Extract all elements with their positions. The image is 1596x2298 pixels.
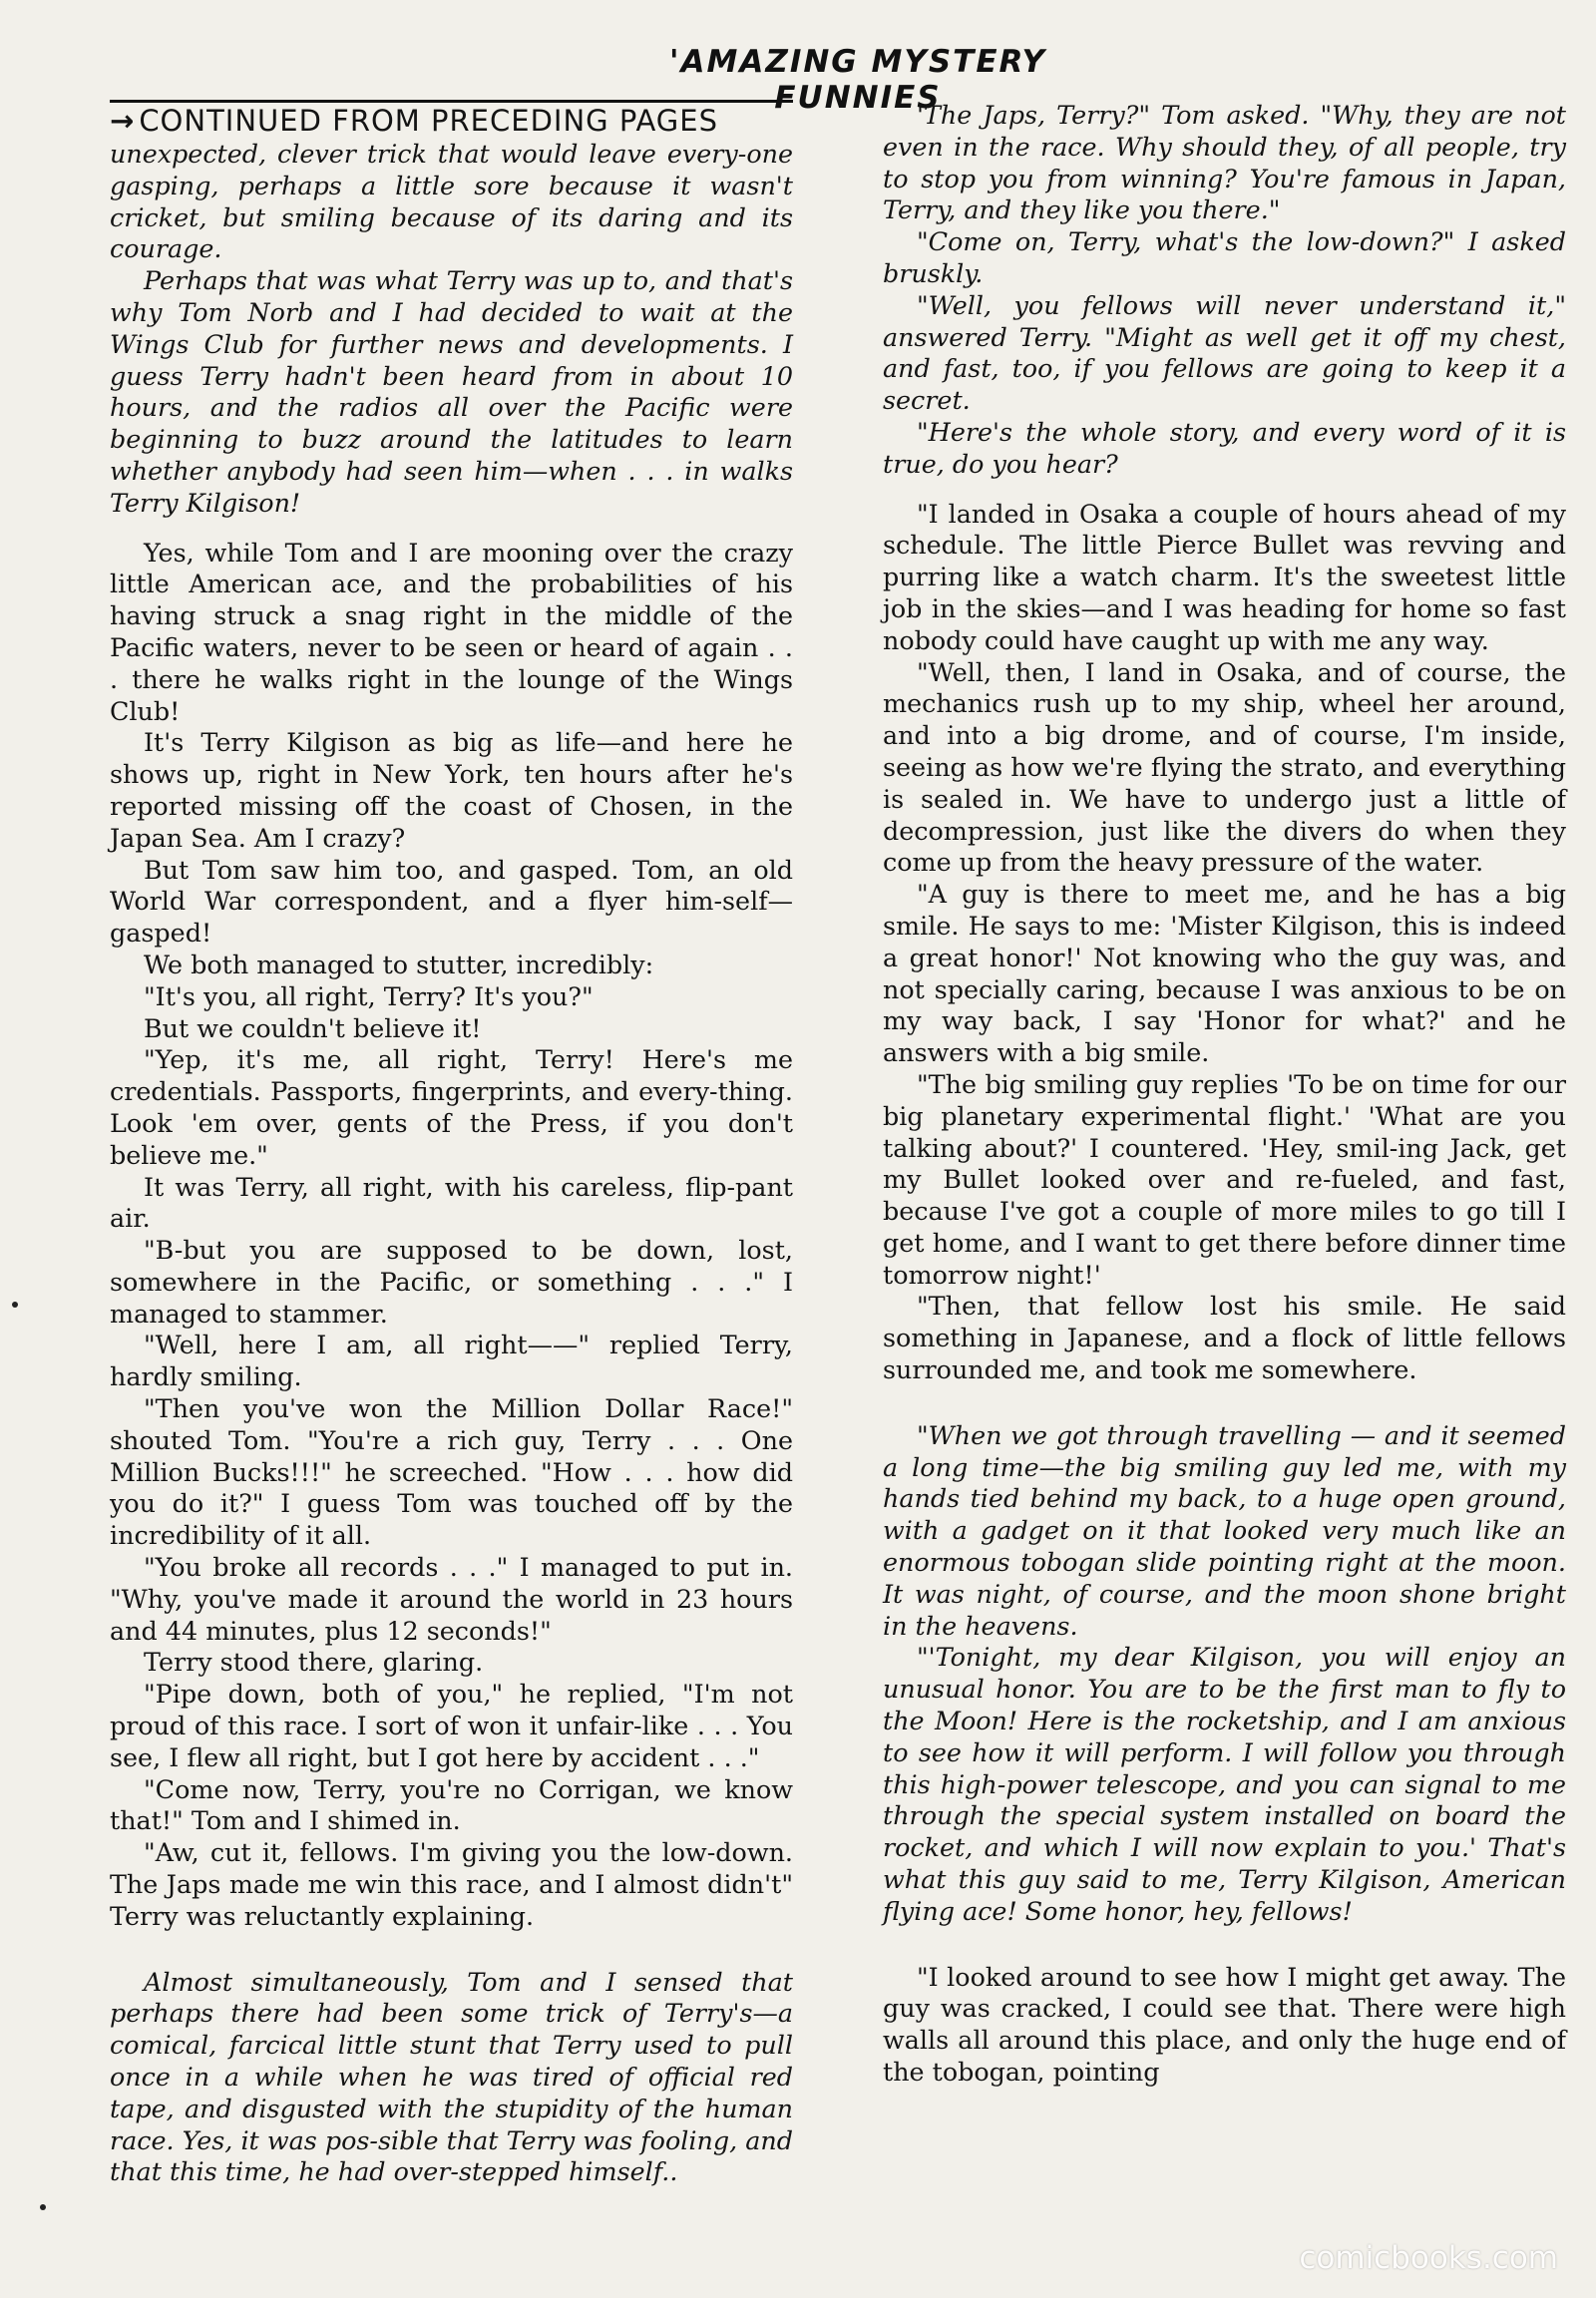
paragraph: "Well, then, I land in Osaka, and of course, the mechanics rush up to my ship, wheel her around, and into a big drome, and of course, I'm inside, seeing as how we're flying the strato, and everything is sealed in. We have to undergo just a little of decompression, just like the divers do when they come up from the heavy pressure of the water. [883,656,1566,878]
paragraph: But we couldn't believe it! [144,1012,482,1043]
paragraph: Almost simultaneously, Tom and I sensed that perhaps there had been some trick of Terry's—a comical, farcical little stunt that Terry used to pull once in a while when he was tired of official red tape, and disgusted with the stupidity of the human race. Yes, it was pos-sible that Terry was fooling, and that this time, he had over-stepped himself.. [110,1966,793,2187]
paragraph: "A guy is there to meet me, and he has a big smile. He says to me: 'Mister Kilgison, this is indeed a great honor!' Not knowing who the guy was, and not specially caring, because I was anxious to be on my way back, I say 'Honor for what?' and he answers with a big smile. [883,879,1566,1068]
paragraph: "Come now, Terry, you're no Corrigan, we know that!" Tom and I shimed in. [110,1773,793,1836]
paragraph: "B-but you are supposed to be down, lost, somewhere in the Pacific, or something . . ." I managed to stammer. [110,1235,793,1329]
paragraph: "Well, here I am, all right——" replied Terry, hardly smiling. [110,1330,793,1392]
paragraph: Yes, while Tom and I are mooning over the crazy little American ace, and the probabilities of his having struck a snag right in the middle of the Pacific waters, never to be seen or heard of again . . . there he walks right in the lounge of the Wings Club! [110,537,793,726]
print-speck [12,1302,18,1308]
paragraph: Terry stood there, glaring. [144,1647,484,1678]
right-arrow-icon: → [110,104,136,138]
paragraph: It's Terry Kilgison as big as life—and here he shows up, right in New York, ten hours after he's reported missing off the coast of Chosen, in the Japan Sea. Am I crazy? [110,727,793,853]
paragraph: "Pipe down, both of you," he replied, "I'm not proud of this race. I sort of won it unfair-like . . . You see, I flew all right, but I got here by accident . . ." [110,1679,793,1772]
paragraph: "Yep, it's me, all right, Terry! Here's me credentials. Passports, fingerprints, and every-thing. Look 'em over, gents of the Press, if you don't believe me." [110,1044,793,1170]
paragraph: "The big smiling guy replies 'To be on time for our big planetary experimental flight.' 'What are you talking about?' I countered. 'Hey, smil-ing Jack, get my Bullet looked over and re-fueled, and fast, because I've got a couple of more miles to go till I get home, and I want to get there before dinner time tomorrow night!' [883,1068,1566,1290]
paragraph: Perhaps that was what Terry was up to, and that's why Tom Norb and I had decided to wait at the Wings Club for further news and developments. I guess Terry hadn't been heard from in about 10 hours, and the radios all over the Pacific were beginning to buzz around the latitudes to learn whether anybody had seen him—when . . . in walks Terry Kilgison! [110,265,793,518]
paragraph: "Then you've won the Million Dollar Race!" shouted Tom. "You're a rich guy, Terry . . . One Million Bucks!!!" he screeched. "How . . . how did you do it?" I guess Tom was touched off by the incredibility of it all. [110,1393,793,1551]
continued-banner [110,100,793,137]
left-text-column [110,100,793,2188]
paragraph: We both managed to stutter, incredibly: [144,949,654,979]
paragraph: But Tom saw him too, and gasped. Tom, an old World War correspondent, and a flyer him-self—gasped! [110,854,793,949]
watermark-text: comicbooks.com [1299,2240,1558,2276]
paragraph: "You broke all records . . ." I managed to put in. "Why, you've made it around the world in 23 hours and 44 minutes, plus 12 seconds!" [110,1552,793,1646]
paragraph: "I landed in Osaka a couple of hours ahead of my schedule. The little Pierce Bullet was revving and purring like a watch charm. It's the sweetest little job in the skies—and I was heading for home so fast nobody could have caught up with me any way. [883,498,1566,655]
paragraph: "Well, you fellows will never understand it," answered Terry. "Might as well get it off my chest, and fast, too, if you fellows are going to keep it a secret. [883,289,1566,416]
continued-label: CONTINUED FROM PRECEDING PAGES [139,104,719,138]
paragraph: "I looked around to see how I might get away. The guy was cracked, I could see that. There were high walls all around this place, and only the huge end of the tobogan, pointing [883,1961,1566,2088]
paragraph: "'Tonight, my dear Kilgison, you will enjoy an unusual honor. You are to be the first man to fly to the Moon! Here is the rocketship, and I am anxious to see how it will perform. I will follow you through this high-power telescope, and you can signal to me through the special system installed on board the rocket, and which I will now explain to you.' That's what this guy said to me, Terry Kilgison, American flying ace! Some honor, hey, fellows! [883,1642,1566,1926]
paragraph: "Aw, cut it, fellows. I'm giving you the low-down. The Japs made me win this race, and I almost didn't" Terry was reluctantly explaining. [110,1837,793,1931]
paragraph: "Come on, Terry, what's the low-down?" I asked bruskly. [883,226,1566,288]
paragraph: "Then, that fellow lost his smile. He said something in Japanese, and a flock of little fellows surrounded me, and took me somewhere. [883,1291,1566,1385]
paragraph: "When we got through travelling — and it seemed a long time—the big smiling guy led me, with my hands tied behind my back, to a huge open ground, with a gadget on it that looked very much like an enormous tobogan slide pointing right at the moon. It was night, of course, and the moon shone bright in the heavens. [883,1419,1566,1641]
right-text-column [883,100,1566,2089]
paragraph: unexpected, clever trick that would leave every-one gasping, perhaps a little sore because it wasn't cricket, but smiling because of its daring and its courage. [110,139,793,264]
paragraph: "It's you, all right, Terry? It's you?" [144,980,594,1011]
paragraph: It was Terry, all right, with his careless, flip-pant air. [110,1171,793,1234]
print-speck [40,2204,46,2210]
page-header-title: 'AMAZING MYSTERY FUNNIES [669,44,1046,116]
paragraph: "Here's the whole story, and every word of it is true, do you hear? [883,416,1566,479]
paragraph: 'The Japs, Terry?" Tom asked. "Why, they are not even in the race. Why should they, of all people, try to stop you from winning? You're famous in Japan, Terry, and they like you there." [883,100,1566,225]
